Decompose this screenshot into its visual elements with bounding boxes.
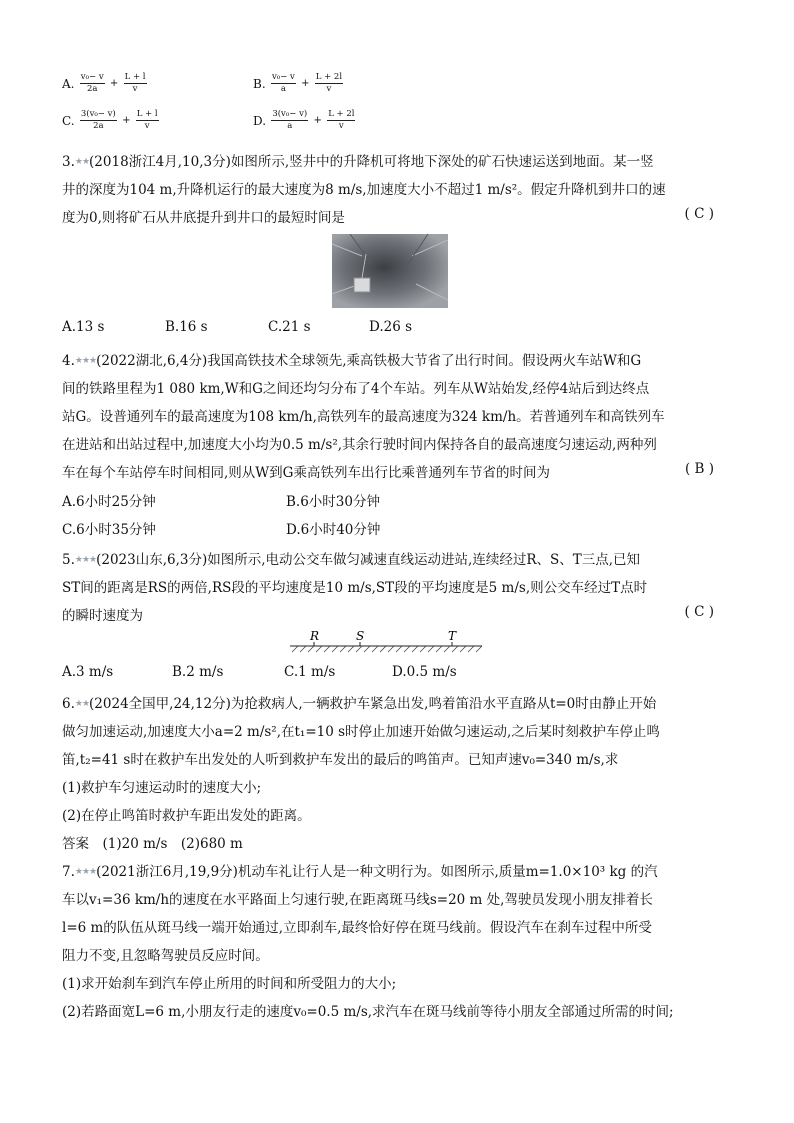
point-r-label: R (310, 629, 320, 643)
q7-line-3: l=6 m的队伍从斑马线一端开始通过,立即刹车,最终恰好停在斑马线前。假设汽车在刹车过程中所受 (62, 920, 652, 936)
fraction: $\frac{\text{3(v₀− v)}}{2a}$ (80, 109, 116, 131)
q4-option-c: C.6小时35分钟 (62, 522, 156, 538)
q4-line-4: 在进站和出站过程中,加速度大小均为0.5 m/s²,其余行驶时间内保持各自的最高速度匀速运动,两种列 (62, 437, 657, 453)
q4-line-1: 4.★★★(2022湖北,6,4分)我国高铁技术全球领先,乘高铁极大节省了出行时间。假设两火车站W和G (62, 353, 642, 369)
q5-line-3: 的瞬时速度为 (62, 608, 143, 624)
q3-option-c: C.21 s (268, 319, 311, 335)
q3-line-2: 井的深度为104 m,升降机运行的最大速度为8 m/s,加速度大小不超过1 m/s²。假定升降机到井口的速 (62, 182, 666, 198)
difficulty-stars: ★★ (74, 699, 90, 709)
fraction: $\frac{L + 2l}{v}$ (328, 109, 355, 131)
fraction: $\frac{L + l}{v}$ (124, 72, 146, 94)
road-diagram (286, 628, 486, 654)
q5-option-a: A.3 m/s (62, 664, 114, 680)
q5-line-2: ST间的距离是RS的两倍,RS段的平均速度是10 m/s,ST段的平均速度是5 m/s,则公交车经过T点时 (62, 580, 648, 596)
q5-answer: ( C ) (684, 604, 714, 620)
fraction: $\frac{L + 2l}{v}$ (315, 72, 343, 94)
q3-option-a: A.13 s (62, 319, 105, 335)
q7-line-4: 阻力不变,且忽略驾驶员反应时间。 (62, 948, 269, 964)
q4-option-a: A.6小时25分钟 (62, 494, 156, 510)
q5-option-d: D.0.5 m/s (392, 664, 457, 680)
mine-shaft-illustration (332, 234, 448, 308)
fraction: $\frac{\text{v₀− v}}{a}$ (271, 72, 295, 94)
q4-option-d: D.6小时40分钟 (286, 522, 381, 538)
q6-answer: 答案 (1)20 m/s (2)680 m (62, 836, 243, 852)
difficulty-stars: ★★★ (74, 555, 97, 565)
q4-answer: ( B ) (684, 461, 714, 477)
q4-line-5: 车在每个车站停车时间相同,则从W到G乘高铁列车出行比乘普通列车节省的时间为 (62, 465, 550, 481)
q7-line-2: 车以v₁=36 km/h的速度在水平路面上匀速行驶,在距离斑马线s=20 m 处,驾驶员发现小朋友排着长 (62, 892, 653, 908)
q6-line-1: 6.★★(2024全国甲,24,12分)为抢救病人,一辆救护车紧急出发,鸣着笛沿水平直路从t=0时由静止开始 (62, 696, 657, 712)
point-t-label: T (448, 629, 457, 643)
q3-option-d: D.26 s (369, 319, 413, 335)
q2-option-d: D. $\frac{\text{3(v₀− v)}}{a}$ + $\frac{L + 2l}{v}$ (253, 109, 355, 131)
q6-sub-1: (1)救护车匀速运动时的速度大小; (62, 780, 262, 796)
fraction: $\frac{\text{3(v₀− v)}}{a}$ (272, 109, 308, 131)
q6-line-3: 笛,t₂=41 s时在救护车出发处的人听到救护车发出的最后的鸣笛声。已知声速v₀=340 m/s,求 (62, 752, 619, 768)
q2-option-c: C. $\frac{\text{3(v₀− v)}}{2a}$ + $\frac{L + l}{v}$ (62, 109, 158, 131)
q4-line-2: 间的铁路里程为1 080 km,W和G之间还均匀分布了4个车站。列车从W站始发,经停4站后到达终点 (62, 381, 650, 397)
q6-line-2: 做匀加速运动,加速度大小a=2 m/s²,在t₁=10 s时停止加速开始做匀速运动,之后某时刻救护车停止鸣 (62, 724, 660, 740)
q7-line-1: 7.★★★(2021浙江6月,19,9分)机动车礼让行人是一种文明行为。如图所示,质量m=1.0×10³ kg 的汽 (62, 864, 658, 880)
q5-line-1: 5.★★★(2023山东,6,3分)如图所示,电动公交车做匀减速直线运动进站,连续经过R、S、T三点,已知 (62, 552, 641, 568)
q5-option-c: C.1 m/s (284, 664, 336, 680)
q3-line-3: 度为0,则将矿石从井底提升到井口的最短时间是 (62, 210, 345, 226)
q3-option-b: B.16 s (165, 319, 208, 335)
q2-option-a: A. $\frac{\text{v₀− v}}{2a}$ + $\frac{L + l}{v}$ (62, 72, 146, 94)
fraction: $\frac{\text{v₀− v}}{2a}$ (80, 72, 104, 94)
difficulty-stars: ★★★ (74, 356, 97, 366)
mine-shaft-photo (332, 234, 448, 308)
q7-sub-1: (1)求开始刹车到汽车停止所用的时间和所受阻力的大小; (62, 976, 397, 992)
q3-answer: ( C ) (684, 206, 714, 222)
q7-sub-2: (2)若路面宽L=6 m,小朋友行走的速度v₀=0.5 m/s,求汽车在斑马线前等待小朋友全部通过所需的时间; (62, 1004, 674, 1020)
q2-option-b: B. $\frac{\text{v₀− v}}{a}$ + $\frac{L + 2l}{v}$ (253, 72, 343, 94)
q6-sub-2: (2)在停止鸣笛时救护车距出发处的距离。 (62, 808, 311, 824)
q3-line-1: 3.★★(2018浙江4月,10,3分)如图所示,竖井中的升降机可将地下深处的矿石快速运送到地面。某一竖 (62, 154, 654, 170)
q5-option-b: B.2 m/s (172, 664, 224, 680)
difficulty-stars: ★★★ (74, 867, 97, 877)
q4-line-3: 站G。设普通列车的最高速度为108 km/h,高铁列车的最高速度为324 km/h。若普通列车和高铁列车 (62, 409, 665, 425)
fraction: $\frac{L + l}{v}$ (136, 109, 158, 131)
q4-option-b: B.6小时30分钟 (286, 494, 380, 510)
point-s-label: S (356, 629, 365, 643)
difficulty-stars: ★★ (74, 157, 90, 167)
